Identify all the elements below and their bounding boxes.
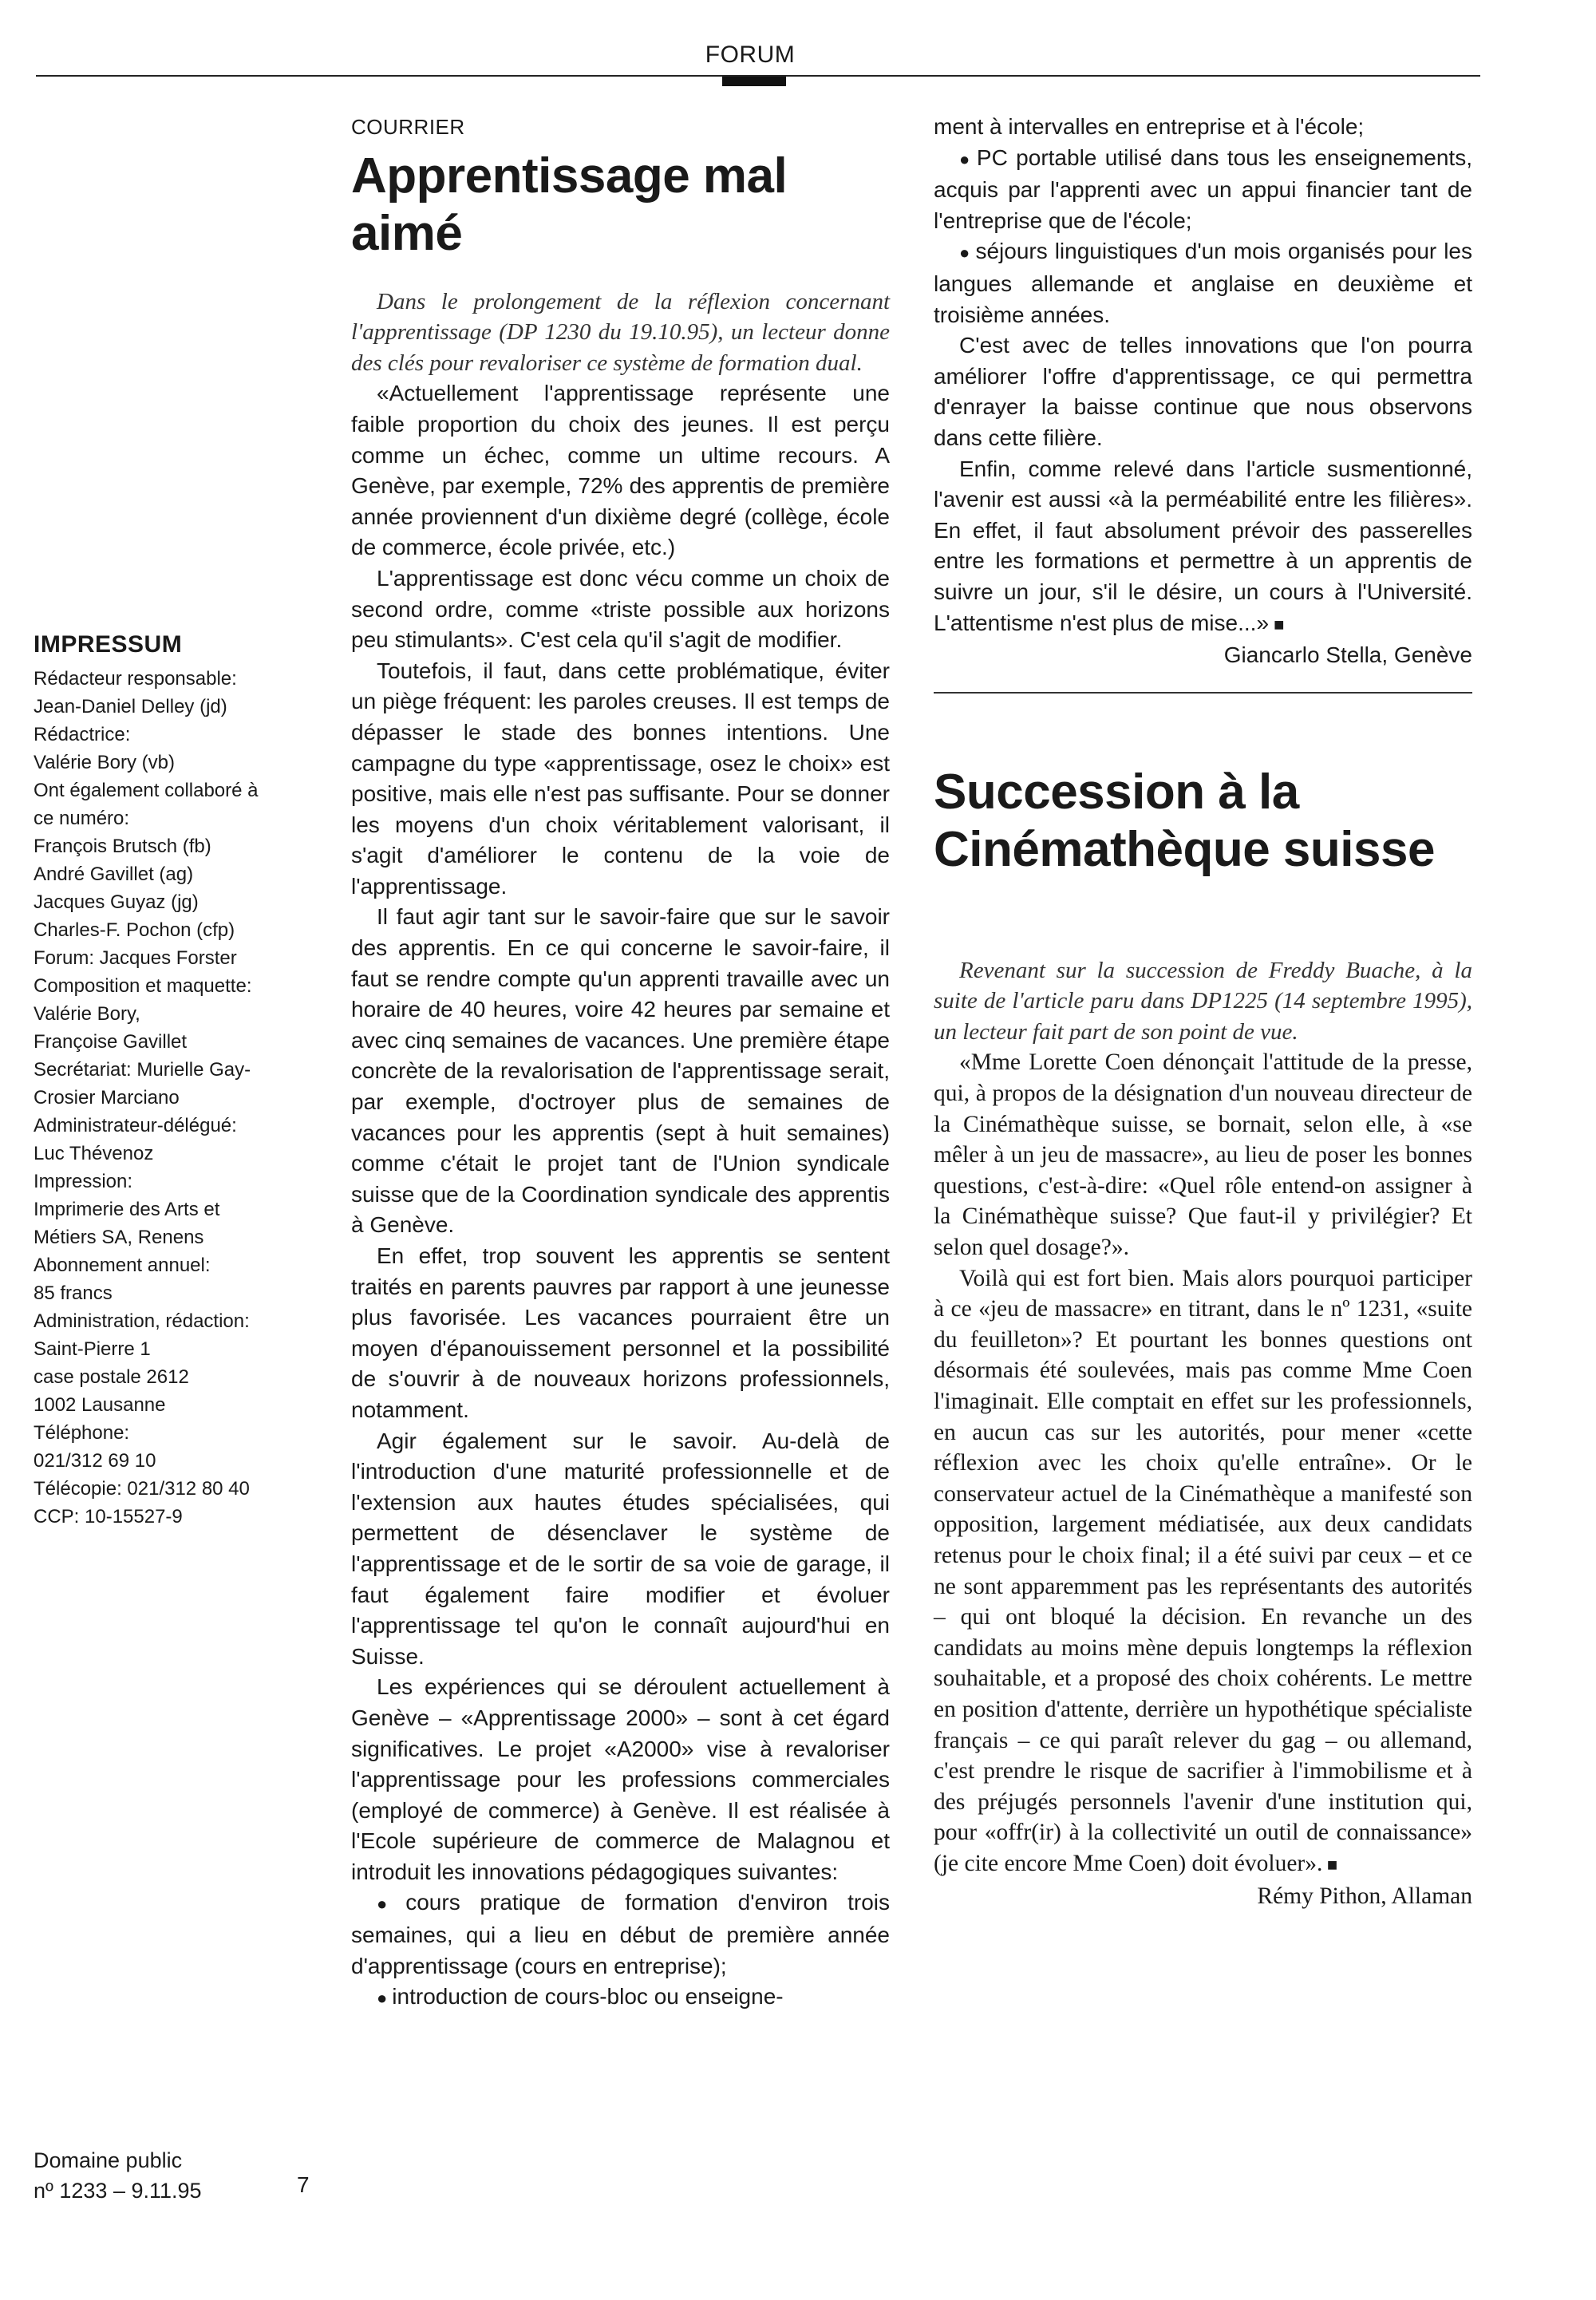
paragraph: L'apprentissage est donc vécu comme un choix de second ordre, comme «triste possible aux horizons peu stimulants». C'est cela qu'il s'agit de modifier. bbox=[351, 565, 890, 653]
impressum-line: Imprimerie des Arts et bbox=[34, 1199, 220, 1220]
impressum-line: Abonnement annuel: bbox=[34, 1255, 211, 1276]
impressum-line: Françoise Gavillet bbox=[34, 1031, 188, 1053]
bullet-list bbox=[351, 1887, 890, 2013]
end-mark-icon: ■ bbox=[1269, 614, 1285, 634]
section-label: FORUM bbox=[705, 41, 796, 68]
impressum-title: IMPRESSUM bbox=[34, 631, 183, 658]
impressum-line: Saint-Pierre 1 bbox=[34, 1338, 151, 1360]
right-column bbox=[934, 112, 1472, 1911]
publication-name: Domaine public bbox=[34, 2148, 183, 2172]
end-mark-icon: ■ bbox=[1322, 1854, 1338, 1875]
article-lead: Dans le prolongement de la réflexion concernant l'apprentissage (DP 1230 du 19.10.95), un lecteur donne des clés pour revaloriser ce système de formation dual. bbox=[351, 288, 890, 376]
impressum-line: Rédactrice: bbox=[34, 724, 131, 745]
issue-number: nº 1233 – 9.11.95 bbox=[34, 2179, 202, 2203]
impressum-line: Métiers SA, Renens bbox=[34, 1227, 204, 1248]
impressum-line: 85 francs bbox=[34, 1282, 113, 1304]
paragraph: Enfin, comme relevé dans l'article susmentionné, l'avenir est aussi «à la perméabilité entre les filières». En effet, il faut absolument prévoir des passerelles entre les formations et permettre à un apprentis de suivre un jour, s'il le désire, un cours à l'Université. L'attentisme n'est plus de mise...» ■ bbox=[934, 456, 1472, 635]
publication-footer bbox=[34, 2145, 321, 2206]
impressum-line: Valérie Bory, bbox=[34, 1003, 140, 1025]
bullet-item bbox=[351, 1982, 890, 2014]
bullet-item bbox=[351, 1887, 890, 1982]
impressum-box bbox=[34, 630, 321, 1531]
article-signature: Giancarlo Stella, Genève bbox=[1223, 642, 1472, 668]
impressum-line: Impression: bbox=[34, 1171, 133, 1192]
paragraph: Agir également sur le savoir. Au-delà de l'introduction d'une maturité professionnelle et de l'extension aux hautes études spécialisées, qui permettent de désenclaver le système de l'apprentissage et de le sortir de sa voie de garage, il faut également faire modifier et évoluer l'apprentissage tel qu'on le connaît aujourd'hui en Suisse. bbox=[351, 1428, 890, 1669]
impressum-line: Valérie Bory (vb) bbox=[34, 752, 175, 773]
impressum-line: André Gavillet (ag) bbox=[34, 863, 194, 885]
impressum-line: CCP: 10-15527-9 bbox=[34, 1506, 183, 1527]
impressum-line: case postale 2612 bbox=[34, 1366, 189, 1388]
paragraph: «Actuellement l'apprentissage représente une faible proportion du choix des jeunes. Il est perçu comme un échec, comme un ultime recours. A Genève, par exemple, 72% des apprentis de première année proviennent d'un dixième degré (collège, école de commerce, école privée, etc.) bbox=[351, 381, 890, 560]
paragraph: C'est avec de telles innovations que l'on pourra améliorer l'offre d'apprentissage, ce qui permettra d'enrayer la baisse continue que nous observons dans cette filière. bbox=[934, 333, 1472, 450]
article-lead: Revenant sur la succession de Freddy Buache, à la suite de l'article paru dans DP1225 (14 septembre 1995), un lecteur fait part de son point de vue. bbox=[934, 957, 1472, 1045]
impressum-line: 1002 Lausanne bbox=[34, 1394, 166, 1416]
impressum-line: ce numéro: bbox=[34, 808, 130, 829]
paragraph: Les expériences qui se déroulent actuellement à Genève – «Apprentissage 2000» – sont à cet égard significatives. Le projet «A2000» vise à revaloriser l'apprentissage pour les professions commerciales (employé de commerce) à Genève. Il est réalisée à l'Ecole supérieure de commerce de Malagnou et introduit les innovations pédagogiques suivantes: bbox=[351, 1674, 890, 1884]
article-title: Succession à la Cinémathèque suisse bbox=[934, 764, 1435, 877]
bullet-icon: ● bbox=[377, 1894, 401, 1915]
impressum-line: Charles-F. Pochon (cfp) bbox=[34, 919, 235, 941]
impressum-line: Rédacteur responsable: bbox=[34, 668, 237, 690]
bullet-text: PC portable utilisé dans tous les enseignements, acquis par l'apprenti avec un appui financier tant de l'entreprise que de l'école; bbox=[934, 144, 1472, 233]
impressum-line: Administrateur-délégué: bbox=[34, 1115, 237, 1136]
article-body bbox=[351, 378, 890, 1887]
paragraph: Voilà qui est fort bien. Mais alors pourquoi participer à ce «jeu de massacre» en titrant, dans le nº 1231, «suite du feuilleton»? Et pourtant les bonnes questions ont désormais été soulevées, mais pas comme Mme Coen l'imaginait. Elle comptait en effet sur les professionnels, en aucun cas sur les autorités, pour mener «cette réflexion avec les choix qu'elle entraîne». Or le conservateur actuel de la Cinémathèque a manifesté son opposition, largement médiatisée, aux deux candidats retenus pour le choix final; il a été suivi par ceux – et ce ne sont apparemment pas les représentants des autorités – qui ont bloqué la décision. En revanche un des candidats au moins mène depuis longtemps la réflexion souhaitable, et a proposé des choix cohérents. Le mettre en position d'attente, derrière un hypothétique spécialiste français – ce qui paraît relever du gag – ou allemand, c'est prendre le risque de sacrifier à l'immobilisme et à des préjugés personnels l'avenir d'une institution qui, pour «offr(ir) à la collectivité un outil de connaissance» (je cite encore Mme Coen) doit évoluer». ■ bbox=[934, 1265, 1472, 1876]
impressum-line: Jean-Daniel Delley (jd) bbox=[34, 696, 227, 717]
bullet-item bbox=[934, 236, 1472, 330]
impressum-line: Composition et maquette: bbox=[34, 975, 252, 997]
impressum-line: Administration, rédaction: bbox=[34, 1310, 250, 1332]
article-apprentissage-column-1 bbox=[351, 112, 890, 2014]
impressum-line: Luc Thévenoz bbox=[34, 1143, 154, 1164]
paragraph: «Mme Lorette Coen dénonçait l'attitude de la presse, qui, à propos de la désignation d'un nouveau directeur de la Cinémathèque suisse, se bornait, selon elle, à «se mêler à un jeu de massacre», au lieu de poser les bonnes questions, c'est-à-dire: «Quel rôle entend-on assigner à la Cinémathèque suisse? Que faut-il y privilégier? Et selon quel dosage?». bbox=[934, 1049, 1472, 1261]
bullet-text: séjours linguistiques d'un mois organisés pour les langues allemande et anglaise en deuxième et troisième années. bbox=[934, 239, 1472, 327]
impressum-line: Crosier Marciano bbox=[34, 1087, 180, 1109]
article-signature: Rémy Pithon, Allaman bbox=[1257, 1883, 1472, 1909]
impressum-line: 021/312 69 10 bbox=[34, 1450, 156, 1472]
impressum-line: Jacques Guyaz (jg) bbox=[34, 891, 199, 913]
article-divider bbox=[934, 692, 1472, 694]
impressum-line: Forum: Jacques Forster bbox=[34, 947, 237, 969]
article-body bbox=[934, 1047, 1472, 1880]
header-tab-marker bbox=[722, 77, 786, 86]
paragraph: Toutefois, il faut, dans cette problématique, éviter un piège fréquent: les paroles creuses. Il est temps de dépasser le stade des bonnes intentions. Une campagne du type «apprentissage, osez le choix» est positive, mais elle n'est pas suffisante. Pour se donner les moyens d'un choix véritablement valorisant, il s'agit d'améliorer le contenu de la voie de l'apprentissage. bbox=[351, 658, 890, 899]
article-title: Apprentissage mal aimé bbox=[351, 148, 788, 261]
impressum-line: François Brutsch (fb) bbox=[34, 836, 211, 857]
bullet-list bbox=[934, 143, 1472, 331]
impressum-line: Télécopie: 021/312 80 40 bbox=[34, 1478, 250, 1500]
impressum-line: Ont également collaboré à bbox=[34, 780, 259, 801]
bullet-text: cours pratique de formation d'environ trois semaines, qui a lieu en début de première année d'apprentissage (cours en entreprise); bbox=[351, 1890, 890, 1978]
paragraph: Il faut agir tant sur le savoir-faire que sur le savoir des apprentis. En ce qui concerne le savoir-faire, il faut se rendre compte qu'un apprenti travaille avec un horaire de 40 heures, voire 42 heures par semaine et avec cinq semaines de vacances. Une première étape concrète de la revalorisation de l'apprentissage serait, par exemple, d'octroyer plus de semaines de vacances pour les apprentis (sept à huit semaines) comme c'était le projet tant de l'Union syndicale suisse que de la Coordination syndicale des apprentis à Genève. bbox=[351, 904, 890, 1238]
article-kicker: COURRIER bbox=[351, 115, 465, 139]
impressum-line: Téléphone: bbox=[34, 1422, 130, 1444]
paragraph: En effet, trop souvent les apprentis se sentent traités en parents pauvres par rapport à une jeunesse plus favorisée. Les vacances pourraient être un moyen d'épanouissement personnel et la possibilité de s'ouvrir à de nouveaux horizons professionnels, notamment. bbox=[351, 1243, 890, 1422]
bullet-icon: ● bbox=[377, 1988, 388, 2009]
page-number: 7 bbox=[297, 2172, 310, 2197]
bullet-icon: ● bbox=[959, 148, 972, 169]
impressum-lines bbox=[34, 665, 321, 1531]
article-continuation: ment à intervalles en entreprise et à l'école; bbox=[934, 114, 1365, 139]
bullet-item bbox=[934, 143, 1472, 237]
bullet-text: introduction de cours-bloc ou enseigne- bbox=[392, 1984, 784, 2010]
impressum-line: Secrétariat: Murielle Gay- bbox=[34, 1059, 251, 1081]
article-body bbox=[934, 330, 1472, 640]
bullet-icon: ● bbox=[959, 243, 971, 263]
